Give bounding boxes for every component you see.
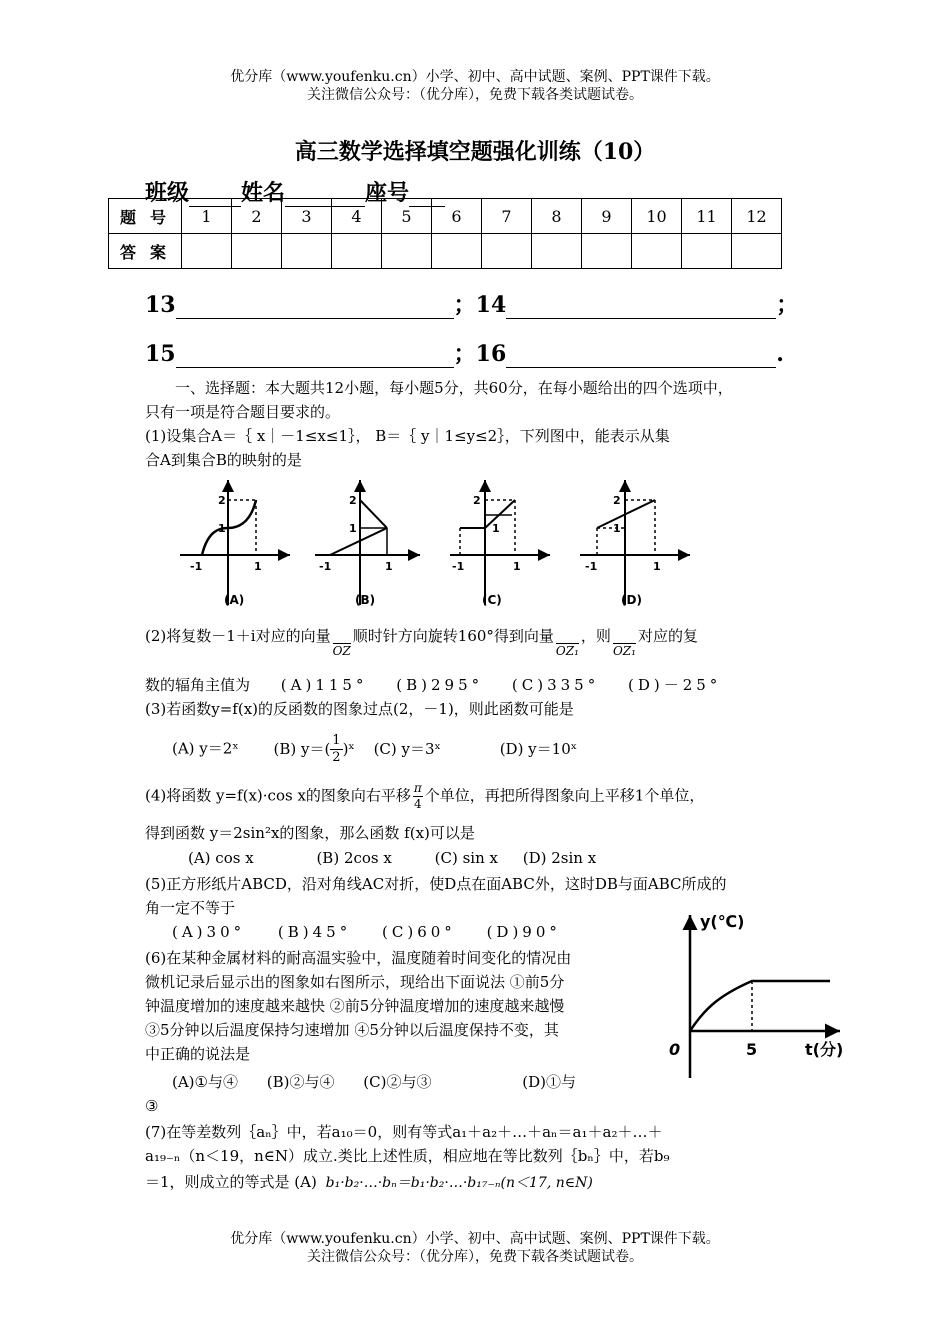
q2-option-d[interactable]: (D)－25° <box>627 676 722 694</box>
svg-text:2: 2 <box>218 494 226 507</box>
col-number: 12 <box>732 199 782 234</box>
q6-tick-5: 5 <box>746 1040 758 1059</box>
row-label-number: 题号 <box>109 199 182 234</box>
q5-option-b[interactable]: (B)45° <box>277 923 352 941</box>
answer-cell[interactable] <box>632 234 682 269</box>
col-number: 6 <box>432 199 482 234</box>
q4-fraction-num: π <box>413 781 422 795</box>
svg-text:-1: -1 <box>585 560 598 573</box>
q6-graph <box>655 903 860 1083</box>
q6-option-wrap: ③ <box>145 1097 159 1115</box>
svg-text:(A): (A) <box>224 593 245 607</box>
answer-cell[interactable] <box>232 234 282 269</box>
q6-line-2: 微机记录后显示出的图象如右图所示，现给出下面说法 ①前5分 <box>145 973 565 991</box>
q4-options <box>188 846 596 870</box>
q3-option-b-pre: (B) y＝( <box>273 739 331 758</box>
q2-option-c[interactable]: (C)335° <box>511 676 600 694</box>
q5-option-d[interactable]: (D)90° <box>486 923 561 941</box>
answer-cell[interactable] <box>682 234 732 269</box>
svg-text:(D): (D) <box>621 593 642 607</box>
graph-d <box>580 480 690 607</box>
q3-line-1: (3)若函数y=f(x)的反函数的图象过点(2，－1)，则此函数可能是 <box>145 700 574 718</box>
q13-blank[interactable] <box>176 296 454 319</box>
q7-formula: b₁·b₂·…·bₙ＝b₁·b₂·…·b₁₇₋ₙ(n＜17, n∈N) <box>325 1175 593 1191</box>
q3-option-b[interactable] <box>273 733 355 765</box>
svg-text:-1: -1 <box>190 560 203 573</box>
svg-text:1: 1 <box>613 522 621 535</box>
q4-line-1 <box>145 781 704 812</box>
q6-option-b[interactable]: (B)②与④ <box>266 1073 335 1091</box>
graph-b <box>315 480 420 607</box>
q14-blank[interactable] <box>506 296 776 319</box>
q2-option-a[interactable]: (A)115° <box>280 676 368 694</box>
answer-cell[interactable] <box>432 234 482 269</box>
q15-sep: ； <box>453 341 476 367</box>
col-number: 8 <box>532 199 582 234</box>
row-label-answer: 答案 <box>109 234 182 269</box>
svg-text:1: 1 <box>385 560 393 573</box>
header-line-2: 关注微信公众号：（优分库），免费下载各类试题试卷。 <box>307 87 643 103</box>
svg-text:2: 2 <box>349 494 357 507</box>
q15-blank[interactable] <box>176 345 454 368</box>
q7-line-2: a₁₉₋ₙ（n＜19，n∈N）成立.类比上述性质，相应地在等比数列｛bₙ｝中，若b₉ <box>145 1147 670 1165</box>
q4-option-a[interactable]: (A) cos x <box>188 849 254 867</box>
q4-line-2: 得到函数 y＝2sin²x的图象，那么函数 f(x)可以是 <box>145 824 475 842</box>
q6-option-c[interactable]: (C)②与③ <box>363 1073 432 1091</box>
q4-fraction-den: 4 <box>414 797 422 811</box>
q3-option-c[interactable]: (C) y＝3ˣ <box>373 739 441 758</box>
answer-cell[interactable] <box>732 234 782 269</box>
q5-options <box>172 920 561 944</box>
q2-text-e: 数的辐角主值为 <box>145 676 251 694</box>
col-number: 1 <box>182 199 232 234</box>
q4-option-b[interactable]: (B) 2cos x <box>316 849 392 867</box>
q2-text-d: 对应的复 <box>637 627 698 645</box>
col-number: 2 <box>232 199 282 234</box>
q3-option-d[interactable]: (D) y＝10ˣ <box>499 739 578 758</box>
answer-cell[interactable] <box>532 234 582 269</box>
q14-label: 14 <box>475 292 507 318</box>
answer-cell[interactable] <box>382 234 432 269</box>
q7-line-3 <box>145 1170 593 1195</box>
q6-line-1: (6)在某种金属材料的耐高温实验中，温度随着时间变化的情况由 <box>145 949 572 967</box>
q7-text: ＝1，则成立的等式是 (A) <box>145 1173 317 1191</box>
svg-text:1: 1 <box>653 560 661 573</box>
q2-option-b[interactable]: (B)295° <box>396 676 484 694</box>
answer-cell[interactable] <box>332 234 382 269</box>
q2-text-b: 顺时针方向旋转160°得到向量 <box>352 627 554 645</box>
graph-a <box>180 480 290 607</box>
col-number: 4 <box>332 199 382 234</box>
q2-line-1 <box>145 624 698 658</box>
q2-vector-oz: OZ <box>332 644 351 658</box>
q2-vector-oz1-b: OZ₁ <box>612 644 636 658</box>
q6-line-3: 钟温度增加的速度越来越快 ②前5分钟温度增加的速度越来越慢 <box>145 997 565 1015</box>
q2-vector-oz1: OZ₁ <box>555 644 579 658</box>
page-title: 高三数学选择填空题强化训练（10） <box>294 139 656 165</box>
graph-c <box>450 480 550 607</box>
svg-text:-1: -1 <box>319 560 332 573</box>
q6-origin: 0 <box>669 1040 681 1059</box>
col-number: 7 <box>482 199 532 234</box>
q3-option-b-post: )ˣ <box>342 739 355 758</box>
q6-y-label: y(℃) <box>700 912 745 931</box>
q16-blank[interactable] <box>506 345 776 368</box>
q3-options <box>172 733 577 766</box>
q5-line-2: 角一定不等于 <box>145 899 236 917</box>
col-number: 5 <box>382 199 432 234</box>
fill-row-1 <box>145 288 798 319</box>
header-line-1: 优分库（www.youfenku.cn）小学、初中、高中试题、案例、PPT课件下载。 <box>230 69 720 85</box>
q4-text-a: (4)将函数 y=f(x)·cos x的图象向右平移 <box>145 786 411 805</box>
name-label: 姓名 <box>241 180 286 206</box>
q5-option-c[interactable]: (C)60° <box>382 923 456 941</box>
answer-table-answer-row <box>109 234 782 269</box>
q3-fraction <box>330 733 342 766</box>
col-number: 11 <box>682 199 732 234</box>
svg-text:2: 2 <box>473 494 481 507</box>
svg-text:1: 1 <box>492 522 500 535</box>
section-intro-1: 一、选择题：本大题共12小题，每小题5分，共60分，在每小题给出的四个选项中， <box>175 379 733 397</box>
col-number: 10 <box>632 199 682 234</box>
answer-table <box>108 198 782 269</box>
q14-sep: ； <box>776 292 799 318</box>
q6-option-d[interactable]: (D)①与 <box>522 1073 576 1091</box>
svg-text:1: 1 <box>349 522 357 535</box>
q2-line-2 <box>145 673 721 697</box>
q4-option-d[interactable]: (D) 2sin x <box>522 849 597 867</box>
svg-text:(C): (C) <box>482 593 502 607</box>
svg-text:1: 1 <box>254 560 262 573</box>
q6-curve <box>690 981 830 1031</box>
svg-text:1: 1 <box>218 522 226 535</box>
svg-text:-1: -1 <box>452 560 465 573</box>
q1-line-1: (1)设集合A＝｛ x｜－1≤x≤1｝， B＝｛ y｜1≤y≤2｝，下列图中，能表示从集 <box>145 427 670 445</box>
q2-text-c: ，则 <box>580 627 611 645</box>
svg-text:1: 1 <box>513 560 521 573</box>
q1-line-2: 合A到集合B的映射的是 <box>145 451 302 469</box>
q6-line-5: 中正确的说法是 <box>145 1045 251 1063</box>
section-intro-2: 只有一项是符合题目要求的。 <box>145 403 341 421</box>
q7-line-1: (7)在等差数列｛aₙ｝中，若a₁₀＝0，则有等式a₁＋a₂＋…＋aₙ＝a₁＋a₂＋…＋ <box>145 1123 663 1141</box>
q5-option-a[interactable]: (A)30° <box>172 923 246 941</box>
q6-x-label: t(分) <box>805 1040 844 1059</box>
q5-line-1: (5)正方形纸片ABCD，沿对角线AC对折，使D点在面ABC外，这时DB与面ABC所成的 <box>145 875 727 893</box>
q4-option-c[interactable]: (C) sin x <box>434 849 498 867</box>
q2-text-a: (2)将复数－1＋i对应的向量 <box>145 627 331 645</box>
svg-text:(B): (B) <box>355 593 376 607</box>
col-number: 9 <box>582 199 632 234</box>
answer-cell[interactable] <box>282 234 332 269</box>
seat-label: 座号 <box>365 180 410 206</box>
q6-line-4: ③5分钟以后温度保持匀速增加 ④5分钟以后温度保持不变，其 <box>145 1021 559 1039</box>
q16-end: . <box>776 341 784 367</box>
answer-cell[interactable] <box>182 234 232 269</box>
answer-cell[interactable] <box>582 234 632 269</box>
q13-label: 13 <box>145 292 176 318</box>
q6-options <box>172 1070 576 1094</box>
answer-cell[interactable] <box>482 234 532 269</box>
svg-text:2: 2 <box>613 494 621 507</box>
q1-graphs <box>170 470 700 620</box>
class-label: 班级 <box>145 180 190 206</box>
col-number: 3 <box>282 199 332 234</box>
q3-fraction-num: 1 <box>332 733 341 748</box>
q4-fraction <box>413 781 423 812</box>
fill-row-2 <box>145 337 784 368</box>
q15-label: 15 <box>145 341 176 367</box>
footer-line-2: 关注微信公众号：（优分库），免费下载各类试题试卷。 <box>307 1249 643 1265</box>
q16-label: 16 <box>475 341 507 367</box>
q13-sep: ； <box>453 292 476 318</box>
q4-text-b: 个单位，再把所得图象向上平移1个单位， <box>424 786 705 805</box>
q3-option-a[interactable]: (A) y＝2ˣ <box>172 739 239 758</box>
q6-option-a[interactable]: (A)①与④ <box>172 1073 238 1091</box>
footer-line-1: 优分库（www.youfenku.cn）小学、初中、高中试题、案例、PPT课件下载。 <box>230 1231 720 1247</box>
answer-table-header-row <box>109 199 782 234</box>
q3-fraction-den: 2 <box>332 750 341 765</box>
